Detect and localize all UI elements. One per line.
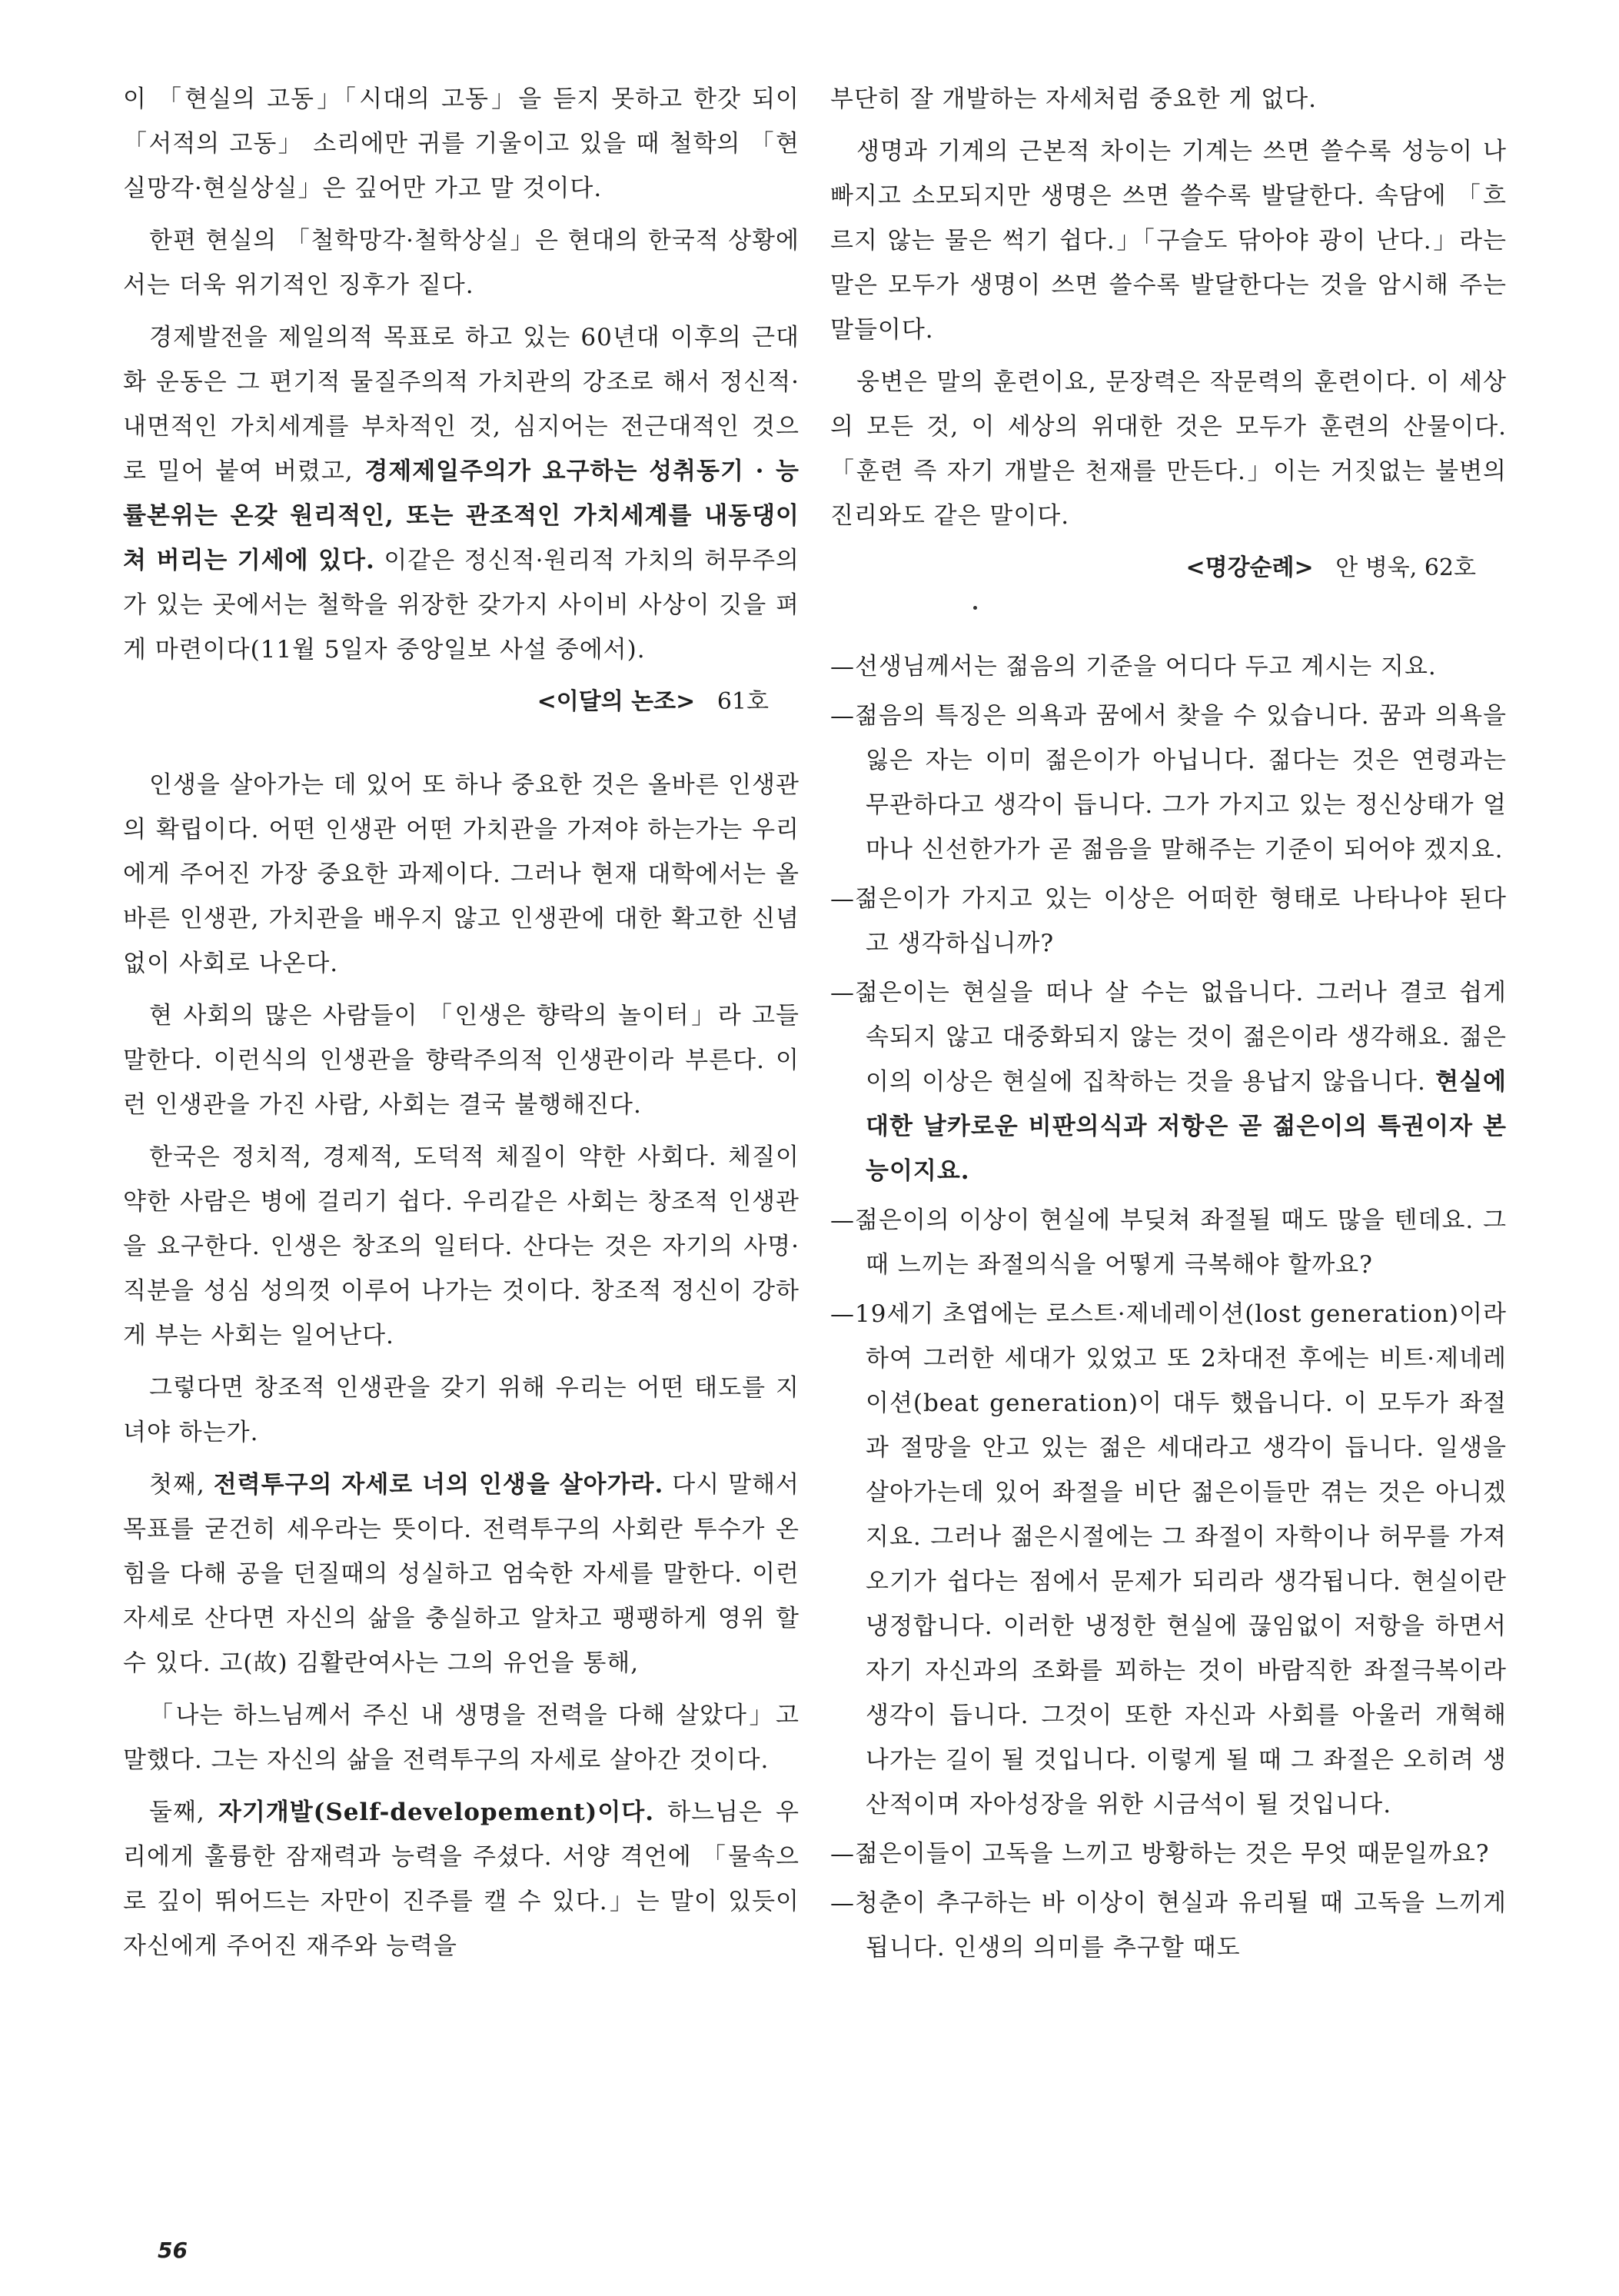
paragraph: 웅변은 말의 훈련이요, 문장력은 작문력의 훈련이다. 이 세상의 모든 것, 이 세상의 위대한 것은 모두가 훈련의 산물이다. 「훈련 즉 자기 개발은 천재를 만든다.」이는 거짓없는 불변의 진리와도 같은 말이다. bbox=[830, 368, 1507, 530]
interview-question: —젊은이들이 고독을 느끼고 방황하는 것은 무엇 때문일까요? bbox=[830, 1840, 1490, 1868]
interview-answer: —젊음의 특징은 의욕과 꿈에서 찾을 수 있습니다. 꿈과 의욕을 잃은 자는 이미 젊은이가 아닙니다. 젊다는 것은 연령과는 무관하다고 생각이 듭니다. 그가 가지고 있는 정신상태가 얼마나 신선한가가 곧 젊음을 말해주는 기준이 되어야 겠지요. bbox=[830, 702, 1507, 863]
separator bbox=[830, 591, 1507, 644]
paragraph: 부단히 잘 개발하는 자세처럼 중요한 게 없다. bbox=[830, 85, 1318, 113]
quote-paragraph: 「나는 하느님께서 주신 내 생명을 전력을 다해 살았다」고 말했다. 그는 자신의 삶을 전력투구의 자세로 살아간 것이다. bbox=[123, 1702, 800, 1774]
bold-emphasis: 현실에 대한 날카로운 비판의식과 저항은 곧 젊은이의 특권이자 본능이지요. bbox=[866, 1068, 1507, 1185]
paragraph-text: 첫째, bbox=[149, 1471, 205, 1499]
interview-answer: —청춘이 추구하는 바 이상이 현실과 유리될 때 고독을 느끼게 됩니다. 인생의 의미를 추구할 때도 bbox=[830, 1889, 1507, 1962]
bold-emphasis: 전력투구의 자세로 너의 인생을 살아가라. bbox=[213, 1471, 664, 1499]
bold-emphasis: 경제제일주의가 요구하는 성취동기 · 능률본위는 온갖 원리적인, 또는 관조적인 가치세계를 내동댕이쳐 버리는 기세에 있다. bbox=[123, 458, 800, 574]
paragraph-text: 경제발전을 제일의적 목표로 하고 있는 60년대 이후의 근대화 운동은 그 편기적 물질주의적 가치관의 강조로 해서 정신적·내면적인 가치세계를 부차적인 것, 심지어는 전근대적인 것으로 밀어 붙여 버렸고, bbox=[123, 324, 800, 485]
source-name: <이달의 논조> bbox=[537, 688, 696, 715]
bold-emphasis: 자기개발(Self-developement)이다. bbox=[218, 1799, 655, 1826]
source-author: 안 병욱, 62호 bbox=[1335, 554, 1476, 581]
paragraph bbox=[123, 1462, 800, 1685]
source-citation bbox=[830, 546, 1507, 591]
interview-answer bbox=[830, 970, 1507, 1193]
paragraph: 현 사회의 많은 사람들이 「인생은 향락의 놀이터」라 고들 말한다. 이런식의 인생관을 향락주의적 인생관이라 부른다. 이런 인생관을 가진 사람, 사회는 결국 불행해진다. bbox=[123, 1002, 800, 1119]
interview-question: —젊은이가 가지고 있는 이상은 어떠한 형태로 나타나야 된다고 생각하십니까? bbox=[830, 885, 1507, 957]
paragraph-text: —젊은이는 현실을 떠나 살 수는 없읍니다. 그러나 결코 쉽게 속되지 않고 대중화되지 않는 것이 젊은이라 생각해요. 젊은이의 이상은 현실에 집착하는 것을 용납지 않읍니다. bbox=[830, 979, 1507, 1096]
paragraph: 인생을 살아가는 데 있어 또 하나 중요한 것은 올바른 인생관의 확립이다. 어떤 인생관 어떤 가치관을 가져야 하는가는 우리에게 주어진 가장 중요한 과제이다. 그러나 현재 대학에서는 올바른 인생관, 가치관을 배우지 않고 인생관에 대한 확고한 신념없이 사회로 나온다. bbox=[123, 771, 800, 977]
paragraph: 그렇다면 창조적 인생관을 갖기 위해 우리는 어떤 태도를 지녀야 하는가. bbox=[123, 1374, 800, 1446]
right-column bbox=[830, 77, 1507, 1975]
interview-answer: —19세기 초엽에는 로스트·제네레이션(lost generation)이라 하여 그러한 세대가 있었고 또 2차대전 후에는 비트·제네레이션(beat generation)이 대두 했읍니다. 이 모두가 좌절과 절망을 안고 있는 젊은 세대라고 생각이 듭니다. 일생을 살아가는데 있어 좌절을 비단 젊은이들만 겪는 것은 아니겠지요. 그러나 젊은시절에는 그 좌절이 자학이나 허무를 가져오기가 쉽다는 점에서 문제가 되리라 생각됩니다. 현실이란 냉정합니다. 이러한 냉정한 현실에 끊임없이 저항을 하면서 자기 자신과의 조화를 꾀하는 것이 바람직한 좌절극복이라 생각이 듭니다. 그것이 또한 자신과 사회를 아울러 개혁해 나가는 길이 될 것입니다. 이렇게 될 때 그 좌절은 오히려 생산적이며 자아성장을 위한 시금석이 될 것입니다. bbox=[830, 1300, 1507, 1818]
paragraph-text: 하느님은 우리에게 훌륭한 잠재력과 능력을 주셨다. 서양 격언에 「물속으로 깊이 뛰어드는 자만이 진주를 캘 수 있다.」는 말이 있듯이 자신에게 주어진 재주와 능력을 bbox=[123, 1799, 800, 1960]
paragraph: 생명과 기계의 근본적 차이는 기계는 쓰면 쓸수록 성능이 나빠지고 소모되지만 생명은 쓰면 쓸수록 발달한다. 속담에 「흐르지 않는 물은 썩기 쉽다.」「구슬도 닦아야 광이 난다.」라는 말은 모두가 생명이 쓰면 쓸수록 발달한다는 것을 암시해 주는 말들이다. bbox=[830, 138, 1507, 344]
paragraph bbox=[123, 1790, 800, 1968]
interview-question: —선생님께서는 젊음의 기준을 어디다 두고 계시는 지요. bbox=[830, 653, 1437, 680]
paragraph: 이 「현실의 고동」「시대의 고동」을 듣지 못하고 한갓 되이 「서적의 고동」 소리에만 귀를 기울이고 있을 때 철학의 「현실망각·현실상실」은 깊어만 가고 말 것이다. bbox=[123, 85, 800, 202]
page-number: 56 bbox=[158, 2238, 188, 2263]
paragraph bbox=[123, 315, 800, 672]
source-citation bbox=[123, 680, 800, 724]
paragraph-text: 다시 말해서 목표를 굳건히 세우라는 뜻이다. 전력투구의 사회란 투수가 온 힘을 다해 공을 던질때의 성실하고 엄숙한 자세를 말한다. 이런 자세로 산다면 자신의 삶을 충실하고 알차고 팽팽하게 영위 할 수 있다. 고(故) 김활란여사는 그의 유언을 통해, bbox=[123, 1471, 800, 1677]
separator-dot bbox=[973, 606, 977, 610]
source-name: <명강순례> bbox=[1185, 554, 1314, 581]
paragraph: 한편 현실의 「철학망각·철학상실」은 현대의 한국적 상황에서는 더욱 위기적인 징후가 짙다. bbox=[123, 227, 800, 299]
left-column bbox=[123, 77, 800, 1976]
paragraph: 한국은 정치적, 경제적, 도덕적 체질이 약한 사회다. 체질이 약한 사람은 병에 걸리기 쉽다. 우리같은 사회는 창조적 인생관을 요구한다. 인생은 창조의 일터다. 산다는 것은 자기의 사명·직분을 성심 성의껏 이루어 나가는 것이다. 창조적 정신이 강하게 부는 사회는 일어난다. bbox=[123, 1143, 800, 1349]
source-issue: 61호 bbox=[716, 688, 769, 715]
paragraph-text: 둘째, bbox=[149, 1799, 205, 1826]
interview-question: —젊은이의 이상이 현실에 부딪쳐 좌절될 때도 많을 텐데요. 그때 느끼는 좌절의식을 어떻게 극복해야 할까요? bbox=[830, 1206, 1507, 1279]
paragraph-text: 이같은 정신적·원리적 가치의 허무주의가 있는 곳에서는 철학을 위장한 갖가지 사이비 사상이 깃을 펴게 마련이다(11월 5일자 중앙일보 사설 중에서). bbox=[123, 547, 800, 664]
